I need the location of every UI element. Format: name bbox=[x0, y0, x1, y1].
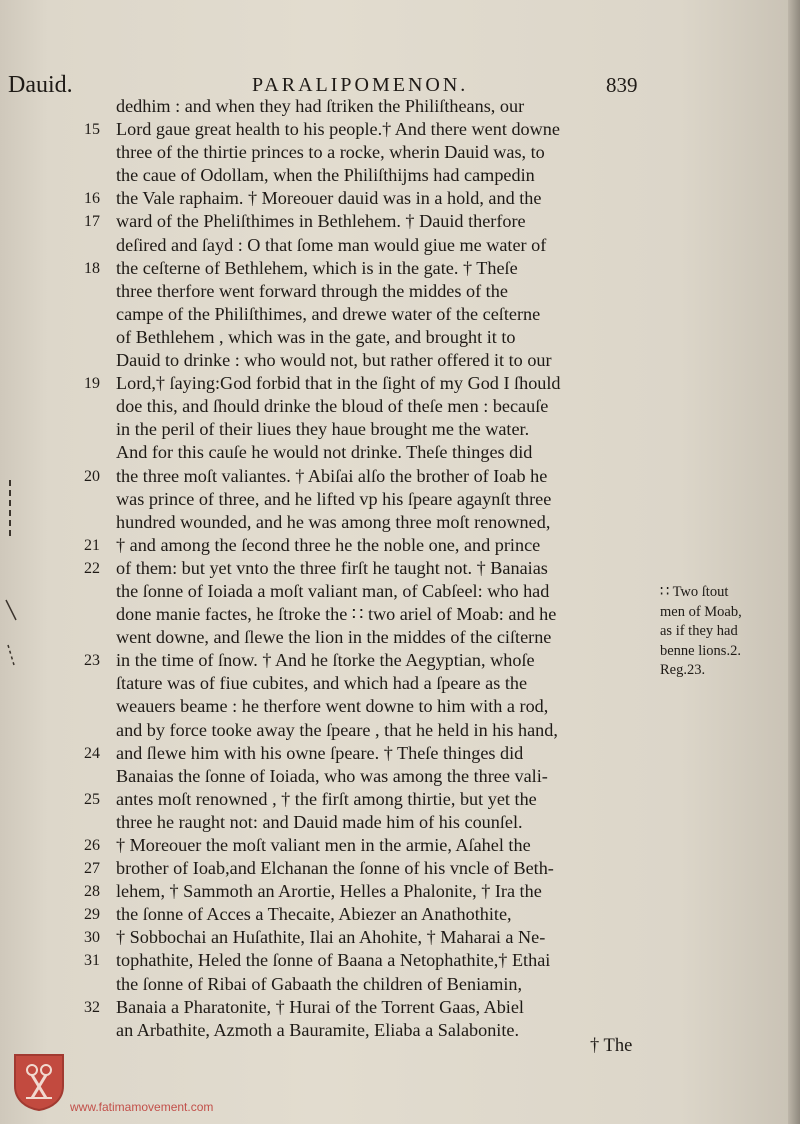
text-line bbox=[84, 649, 654, 672]
line-text: Dauid to drinke : who would not, but rather offered it to our bbox=[116, 350, 552, 371]
line-text: the ſonne of Ribai of Gabaath the children of Beniamin, bbox=[116, 973, 523, 994]
verse-number: 32 bbox=[84, 998, 100, 1016]
line-text: and by force tooke away the ſpeare , that he held in his hand, bbox=[116, 719, 558, 740]
verse-number: 26 bbox=[84, 837, 100, 854]
body-text bbox=[84, 95, 654, 1042]
line-text: weauers beame : he therfore went downe to him with a rod, bbox=[116, 696, 549, 717]
verse-number: 22 bbox=[84, 559, 100, 577]
text-line bbox=[84, 257, 654, 280]
line-text: † Sobbochai an Huſathite, Ilai an Ahohite, † Maharai a Ne- bbox=[116, 927, 546, 948]
running-head-title: PARALIPOMENON. bbox=[252, 74, 469, 96]
line-text: the three moſt valiantes. † Abiſai alſo the brother of Ioab he bbox=[116, 465, 548, 486]
text-line bbox=[84, 580, 654, 603]
line-text: the Vale raphaim. † Moreouer dauid was in a hold, and the bbox=[116, 188, 542, 209]
text-line bbox=[84, 880, 654, 903]
running-head-left: Dauid. bbox=[8, 72, 73, 98]
verse-number: 31 bbox=[84, 952, 100, 970]
verse-number: 30 bbox=[84, 929, 100, 947]
text-line bbox=[84, 234, 654, 257]
verse-number: 29 bbox=[84, 906, 100, 924]
line-text: And for this cauſe he would not drinke. Theſe thinges did bbox=[116, 442, 533, 463]
line-text: an Arbathite, Azmoth a Bauramite, Eliaba a Salabonite. bbox=[116, 1019, 520, 1040]
watermark-url[interactable]: www.fatimamovement.com bbox=[70, 1100, 214, 1114]
verse-number: 27 bbox=[84, 860, 100, 878]
line-text: tophathite, Heled the ſonne of Baana a Netophathite,† Ethai bbox=[116, 950, 551, 971]
marginal-note-line: as if they had bbox=[660, 623, 738, 639]
line-text: three he raught not: and Dauid made him of his counſel. bbox=[116, 811, 523, 832]
verse-number: 21 bbox=[84, 536, 100, 554]
line-text: doe this, and ſhould drinke the bloud of theſe men : becauſe bbox=[116, 396, 549, 417]
text-line bbox=[84, 118, 654, 141]
text-line bbox=[84, 1019, 654, 1042]
text-line bbox=[84, 996, 654, 1019]
text-line bbox=[84, 418, 654, 441]
marginal-note bbox=[660, 583, 785, 681]
text-line bbox=[84, 788, 654, 811]
text-line bbox=[84, 164, 654, 187]
line-text: dedhim : and when they had ſtriken the Philiſtheans, our bbox=[116, 96, 525, 116]
text-line bbox=[84, 926, 654, 949]
text-line bbox=[84, 465, 654, 488]
papal-seal-icon bbox=[12, 1052, 66, 1112]
text-line bbox=[84, 372, 654, 395]
margin-ink-marks bbox=[2, 470, 42, 690]
verse-number: 25 bbox=[84, 790, 100, 808]
line-text: ward of the Pheliſthimes in Bethlehem. † Dauid therfore bbox=[116, 211, 526, 232]
line-text: lehem, † Sammoth an Arortie, Helles a Phalonite, † Ira the bbox=[116, 881, 542, 902]
text-line bbox=[84, 95, 654, 118]
line-text: hundred wounded, and he was among three moſt renowned, bbox=[116, 511, 551, 532]
text-line bbox=[84, 765, 654, 788]
text-line bbox=[84, 326, 654, 349]
text-line bbox=[84, 187, 654, 210]
verse-number: 17 bbox=[84, 213, 100, 231]
text-line bbox=[84, 395, 654, 418]
text-line bbox=[84, 210, 654, 233]
line-text: three of the thirtie princes to a rocke, wherin Dauid was, to bbox=[116, 142, 545, 163]
text-line bbox=[84, 857, 654, 880]
page-number: 839 bbox=[606, 73, 638, 97]
text-line bbox=[84, 719, 654, 742]
line-text: the ſonne of Ioiada a moſt valiant man, of Cabſeel: who had bbox=[116, 580, 550, 601]
marginal-note-line: men of Moab, bbox=[660, 603, 742, 620]
line-text: was prince of three, and he lifted vp his ſpeare agaynſt three bbox=[116, 488, 552, 509]
text-line bbox=[84, 303, 654, 326]
text-line bbox=[84, 488, 654, 511]
line-text: † and among the ſecond three he the noble one, and prince bbox=[116, 534, 541, 555]
line-text: of Bethlehem , which was in the gate, and brought it to bbox=[116, 326, 516, 347]
line-text: † Moreouer the moſt valiant men in the armie, Aſahel the bbox=[116, 835, 531, 855]
text-line bbox=[84, 973, 654, 996]
text-line bbox=[84, 949, 654, 972]
text-line bbox=[84, 695, 654, 718]
line-text: campe of the Philiſthimes, and drewe water of the ceſterne bbox=[116, 303, 541, 324]
text-line bbox=[84, 534, 654, 557]
text-line bbox=[84, 441, 654, 464]
text-line bbox=[84, 834, 654, 857]
line-text: and ſlewe him with his owne ſpeare. † Theſe thinges did bbox=[116, 742, 524, 763]
text-line bbox=[84, 603, 654, 626]
line-text: Banaia a Pharatonite, † Hurai of the Torrent Gaas, Abiel bbox=[116, 996, 524, 1017]
text-line bbox=[84, 742, 654, 765]
line-text: the ſonne of Acces a Thecaite, Abiezer an Anathothite, bbox=[116, 904, 512, 925]
line-text: the caue of Odollam, when the Philiſthijms had campedin bbox=[116, 165, 535, 186]
catchword: † The bbox=[590, 1036, 633, 1056]
marginal-note-line: Reg.23. bbox=[660, 662, 706, 678]
verse-number: 15 bbox=[84, 121, 100, 139]
book-spine-edge bbox=[788, 0, 800, 1124]
text-line bbox=[84, 280, 654, 303]
line-text: three therfore went forward through the middes of the bbox=[116, 280, 508, 301]
line-text: done manie factes, he ſtroke the ∷ two ariel of Moab: and he bbox=[116, 604, 557, 625]
text-line bbox=[84, 511, 654, 534]
line-text: in the peril of their liues they haue brought me the water. bbox=[116, 419, 530, 440]
line-text: ſtature was of fiue cubites, and which had a ſpeare as the bbox=[116, 673, 528, 694]
verse-number: 23 bbox=[84, 652, 100, 670]
line-text: Lord,† ſaying:God forbid that in the ſight of my God I ſhould bbox=[116, 373, 561, 394]
text-line bbox=[84, 903, 654, 926]
verse-number: 18 bbox=[84, 259, 100, 277]
text-line bbox=[84, 557, 654, 580]
line-text: the ceſterne of Bethlehem, which is in the gate. † Theſe bbox=[116, 257, 518, 278]
line-text: antes moſt renowned , † the firſt among thirtie, but yet the bbox=[116, 788, 537, 809]
verse-number: 16 bbox=[84, 190, 100, 208]
line-text: deſired and ſayd : O that ſome man would giue me water of bbox=[116, 234, 547, 255]
text-line bbox=[84, 141, 654, 164]
line-text: Lord gaue great health to his people.† And there went downe bbox=[116, 119, 560, 140]
text-line bbox=[84, 349, 654, 372]
line-text: brother of Ioab,and Elchanan the ſonne of his vncle of Beth- bbox=[116, 858, 554, 879]
verse-number: 28 bbox=[84, 883, 100, 901]
verse-number: 19 bbox=[84, 375, 100, 393]
marginal-note-line: benne lions.2. bbox=[660, 642, 741, 659]
line-text: of them: but yet vnto the three firſt he taught not. † Banaias bbox=[116, 557, 548, 578]
verse-number: 20 bbox=[84, 467, 100, 485]
marginal-note-line: ∷ Two ſtout bbox=[660, 584, 729, 600]
text-line bbox=[84, 811, 654, 834]
text-line bbox=[84, 672, 654, 695]
text-line bbox=[84, 626, 654, 649]
line-text: Banaias the ſonne of Ioiada, who was among the three vali- bbox=[116, 765, 548, 786]
line-text: went downe, and ſlewe the lion in the middes of the ciſterne bbox=[116, 627, 552, 648]
line-text: in the time of ſnow. † And he ſtorke the Aegyptian, whoſe bbox=[116, 650, 535, 671]
verse-number: 24 bbox=[84, 744, 100, 762]
